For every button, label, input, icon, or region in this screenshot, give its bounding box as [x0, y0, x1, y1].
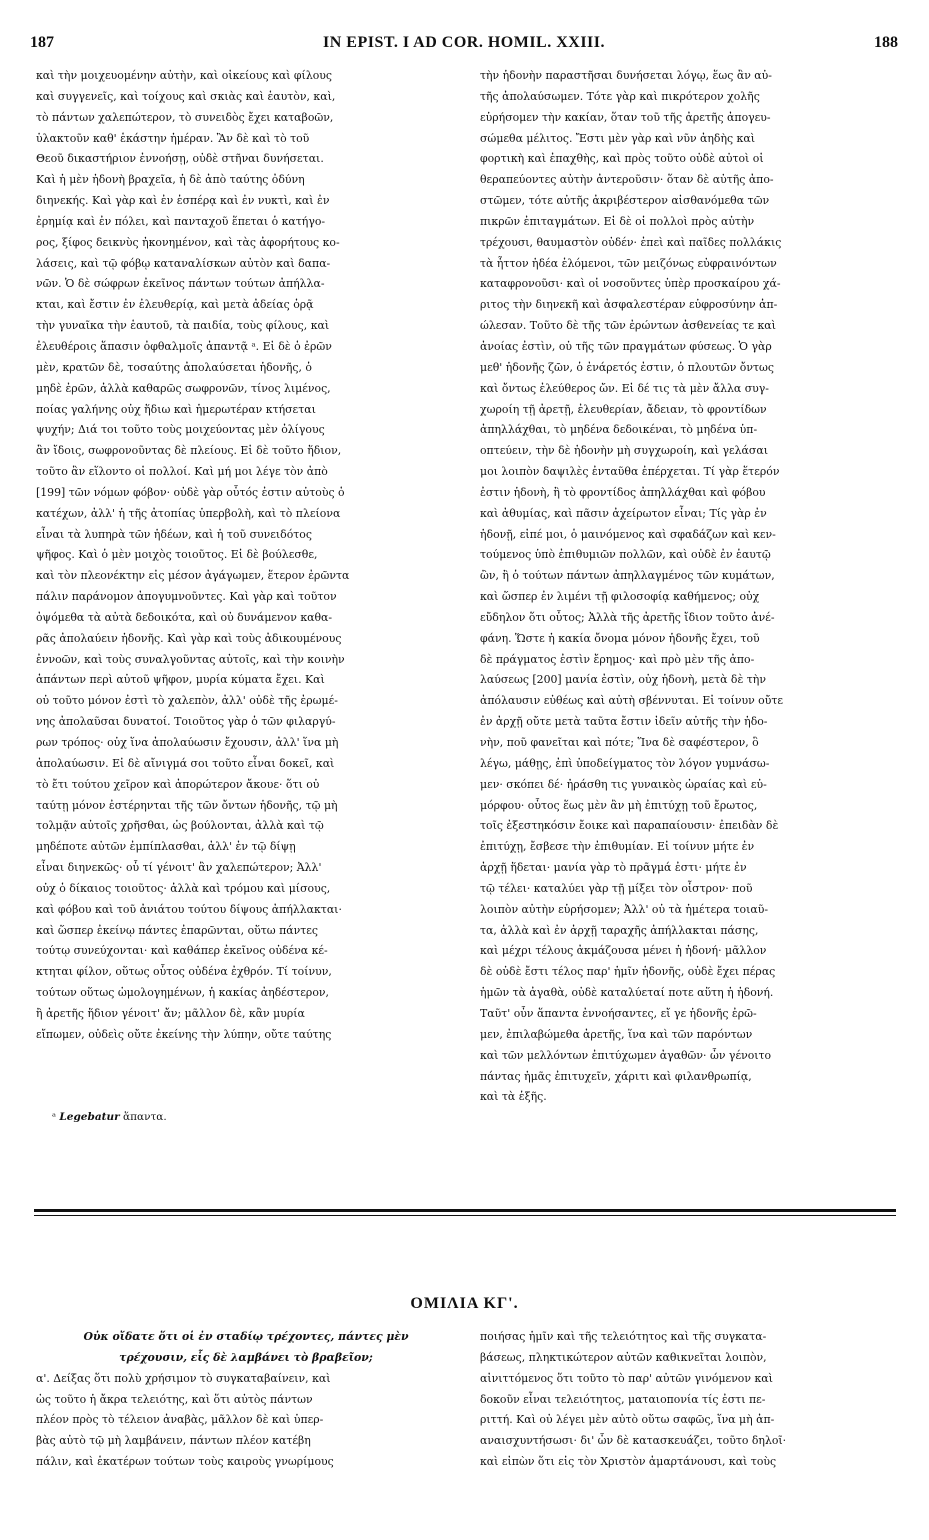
text-line: καὶ φόβου καὶ τοῦ ἀνιάτου τούτου δίψους ἀπήλλακται· — [36, 902, 342, 916]
section-rule-thin — [34, 1215, 896, 1216]
text-line: α'. Δείξας ὅτι πολὺ χρήσιμον τὸ συγκαταβαίνειν, καὶ — [36, 1371, 331, 1385]
text-line: ἁπάντων περὶ αὐτοῦ ψῆφον, μυρία κύματα ἔχει. Καὶ — [36, 673, 325, 687]
homily-title: ΟΜΙΛΙΑ ΚΓ'. — [410, 1295, 519, 1312]
text-line: τῷ τέλει· καταλύει γὰρ τῇ μίξει τὸν οἶστρον· ποῦ — [480, 881, 753, 895]
text-line: κατέχων, ἀλλ' ἡ τῆς ἀτοπίας ὑπερβολὴ, καὶ τὸ πλείονα — [36, 506, 341, 520]
text-line: αναισχυντήσωσι· δι' ὧν δὲ κατασκευάζει, τοῦτο δηλοῖ· — [480, 1434, 787, 1448]
text-line: πικρῶν ἐπιταγμάτων. Εἰ δὲ οἱ πολλοὶ πρὸς αὐτὴν — [480, 214, 755, 228]
text-line: μεν· σκόπει δέ· ἠράσθη τις γυναικὸς ὡραίας καὶ εὐ- — [480, 777, 767, 791]
text-line: σώμεθα μέλιτος. Ἔστι μὲν γὰρ καὶ νῦν ἀηδὴς καὶ — [480, 131, 755, 145]
text-line: Οὐκ οἴδατε ὅτι οἱ ἐν σταδίῳ τρέχοντες, πάντες μὲν — [83, 1330, 409, 1343]
text-line: λάσεις, καὶ τῷ φόβῳ καταναλίσκων αὐτὸν καὶ δαπα- — [36, 256, 331, 270]
footnote-text: ἅπαντα. — [123, 1111, 167, 1123]
text-line: ποιήσας ἡμῖν καὶ τῆς τελειότητος καὶ τῆς συγκατα- — [480, 1330, 767, 1343]
text-line: τοῖς ἐξεστηκόσιν ἔοικε καὶ παραπαίουσιν· ἐπειδὰν δὲ — [480, 819, 779, 833]
text-line: ὡς τοῦτο ἡ ἄκρα τελειότης, καὶ ὅτι αὐτὸς πάντων — [36, 1392, 313, 1406]
text-line: ἐν ἀρχῇ οὔτε μετὰ ταῦτα ἔστιν ἰδεῖν αὐτῆς τὴν ἡδο- — [480, 715, 768, 729]
text-line: θεραπεύοντες αὐτὴν ἀντεροῦσιν· ὅταν δὲ αὐτῆς ἀπο- — [480, 173, 774, 187]
text-line: Ταῦτ' οὖν ἅπαντα ἐννοήσαντες, εἴ γε ἡδονῆς ἐρῶ- — [480, 1006, 757, 1020]
text-line: καὶ ὥσπερ ἐν λιμένι τῇ φιλοσοφίᾳ καθήμενος; οὐχ — [480, 590, 760, 604]
text-line: ψυχήν; Διά τοι τοῦτο τοὺς μοιχεύοντας μὲν ὀλίγους — [36, 423, 325, 437]
text-line: τὸ ἔτι τούτου χεῖρον καὶ ἀπορώτερον ἄκουε· ὅτι οὐ — [36, 777, 320, 791]
running-title: IN EPIST. I AD COR. HOMIL. XXIII. — [322, 34, 606, 51]
text-line: λέγω, μάθῃς, ἐπὶ ὑποδείγματος τὸν λόγον γυμνάσω- — [480, 756, 770, 770]
text-line: τα, ἀλλὰ καὶ ἐν ἀρχῇ ταραχῆς ἀπήλλακται πάσης, — [480, 923, 759, 937]
footnote — [52, 1111, 432, 1123]
text-line: Καὶ ἡ μὲν ἡδονὴ βραχεῖα, ἡ δὲ ἀπὸ ταύτης ὀδύνη — [36, 173, 305, 187]
text-line: μεθ' ἡδονῆς ζῶν, ὁ ἐνάρετός ἐστιν, ὁ πλουτῶν ὄντως — [480, 360, 774, 374]
text-line: καὶ συγγενεῖς, καὶ τοίχους καὶ σκιὰς καὶ ἑαυτὸν, καὶ, — [36, 89, 336, 103]
text-line: τὸ πάντων χαλεπώτερον, τὸ συνειδὸς ἔχει καταβοῶν, — [36, 110, 334, 124]
text-line: πάντας ἡμᾶς ἐπιτυχεῖν, χάριτι καὶ φιλανθρωπίᾳ, — [480, 1069, 752, 1083]
text-line: λαύσεως [200] μανία ἐστὶν, οὐχ ἡδονὴ, μετὰ δὲ τὴν — [480, 673, 766, 687]
text-line: μοι λοιπὸν δαψιλὲς ἐνταῦθα ἐπέρχεται. Τί γὰρ ἕτερόν — [480, 465, 780, 479]
lower-right-column — [480, 1327, 896, 1473]
page-number-right: 188 — [874, 34, 898, 51]
text-line: ἀνοίας ἐστὶν, οὐ τῆς τῶν πραγμάτων φύσεως. Ὁ γὰρ — [480, 339, 772, 353]
text-line: κτηται φίλον, οὕτως οὗτος οὐδένα ἐχθρόν. Τί τοίνυν, — [36, 965, 332, 979]
text-line: καὶ ὥσπερ ἐκείνῳ πάντες ἐπαρῶνται, οὕτω πάντες — [36, 923, 319, 937]
text-line: τρέχουσι, θαυμαστὸν οὐδέν· ἐπεὶ καὶ παῖδες πολλάκις — [480, 235, 782, 249]
section-rule-thick — [34, 1209, 896, 1212]
text-line: φορτικὴ καὶ ἐπαχθὴς, καὶ πρὸς τοῦτο οὐδὲ αὐτοὶ οἱ — [480, 152, 764, 166]
text-line: καὶ τὴν μοιχευομένην αὐτὴν, καὶ οἰκείους καὶ φίλους — [36, 69, 333, 82]
text-line: τοῦτο ἂν εἵλοντο οἱ πολλοί. Καὶ μή μοι λέγε τὸν ἀπὸ — [36, 465, 328, 479]
text-line: μόρφου· οὗτος ἕως μὲν ἂν μὴ ἐπιτύχῃ τοῦ ἔρωτος, — [480, 798, 758, 812]
text-line: οπτεύειν, τὴν δὲ ἡδονὴν μὴ συγχωροίη, καὶ γελάσαι — [480, 444, 768, 458]
text-line: κται, καὶ ἔστιν ἐν ἐλευθερίᾳ, καὶ μετὰ ἀδείας ὁρᾷ — [36, 298, 314, 312]
text-line: καταφρονοῦσι· καὶ οἱ νοσοῦντες ὑπὲρ προσκαίρου χά- — [480, 277, 781, 291]
text-line: λοιπὸν αὐτὴν εὑρήσομεν; Ἀλλ' οὐ τὰ ἡμέτερα τοιαῦ- — [480, 902, 769, 916]
text-line: εὔδηλον ὅτι οὗτος; Ἀλλὰ τῆς ἀρετῆς ἴδιον τοῦτο ἀνέ- — [480, 610, 775, 624]
text-line: ριτος τὴν διηνεκῆ καὶ ἀσφαλεστέραν εὐφροσύνην ἀπ- — [480, 298, 778, 312]
text-line: ἡδονῇ, εἰπέ μοι, ὁ μαινόμενος καὶ σφαδάζων καὶ κεν- — [480, 527, 776, 541]
text-line: αἰνιττόμενος ὅτι τοῦτο τὸ παρ' αὐτῶν γινόμενον καὶ — [480, 1371, 773, 1385]
text-line: ἡμῶν τὰ ἀγαθὰ, οὐδὲ καταλύεταί ποτε αὕτη ἡ ἡδονή. — [480, 986, 774, 1000]
text-line: τὰ ἧττον ἡδέα ἑλόμενοι, τῶν μειζόνως εὐφραινόντων — [480, 256, 777, 270]
text-line: ὀψόμεθα τὰ αὐτὰ δεδοικότα, καὶ οὐ δυνάμενον καθα- — [36, 610, 333, 624]
left-text-column — [36, 66, 456, 1046]
text-line: καὶ εἰπὼν ὅτι εἰς τὸν Χριστὸν ἁμαρτάνουσι, καὶ τοὺς — [480, 1455, 777, 1469]
text-line: τούμενος ὑπὸ ἐπιθυμιῶν πολλῶν, καὶ οὐδὲ ἐν ἑαυτῷ — [480, 548, 771, 562]
text-line: ώλεσαν. Τοῦτο δὲ τῆς τῶν ἐρώντων ἀσθενείας τε καὶ — [480, 319, 776, 333]
text-line: καὶ ἀθυμίας, καὶ πᾶσιν ἀχείρωτον εἶναι; Τίς γὰρ ἐν — [480, 506, 767, 520]
text-line: ρων τρόπος· οὐχ ἵνα ἀπολαύωσιν ἔχουσιν, ἀλλ' ἵνα μὴ — [36, 736, 339, 749]
footnote-marker: ᵃ — [52, 1111, 57, 1123]
text-line: ἀπόλαυσιν εὐθέως καὶ αὐτὴ σβέννυται. Εἰ τοίνυν οὔτε — [480, 694, 784, 708]
text-line: νῶν. Ὁ δὲ σώφρων ἐκεῖνος πάντων τούτων ἀπήλλα- — [36, 277, 325, 291]
text-line: νὴν, ποῦ φανεῖται καὶ πότε; Ἵνα δὲ σαφέστερον, ὃ — [480, 736, 759, 749]
text-line: οὐ τοῦτο μόνον ἐστὶ τὸ χαλεπὸν, ἀλλ' οὐδὲ τῆς ἐρωμέ- — [36, 694, 338, 708]
text-line: τρέχουσιν, εἷς δὲ λαμβάνει τὸ βραβεῖον; — [119, 1350, 373, 1364]
text-line: τῆς ἀπολαύσωμεν. Τότε γὰρ καὶ πικρότερον χολῆς — [480, 89, 760, 103]
text-line: ἢ ἀρετῆς ἥδιον γένοιτ' ἄν; μᾶλλον δὲ, κἂν μυρία — [36, 1006, 305, 1020]
text-line: δοκοῦν εἶναι τελειότητος, ματαιοπονία τίς ἐστι πε- — [480, 1392, 766, 1406]
text-line: πάλιν, καὶ ἑκατέρων τούτων τοὺς καιροὺς γνωρίμους — [36, 1455, 334, 1469]
text-line: ψῆφος. Καὶ ὁ μὲν μοιχὸς τοιοῦτος. Εἰ δὲ βούλεσθε, — [36, 548, 318, 562]
text-line: χωροίη τῇ ἀρετῇ, ἐλευθερίαν, ἄδειαν, τὸ φροντίδων — [480, 402, 767, 416]
text-line: εὑρήσομεν τὴν κακίαν, ὅταν τοῦ τῆς ἀρετῆς ἀπογευ- — [480, 110, 771, 124]
text-line: μηδὲ ἐρῶν, ἀλλὰ καθαρῶς σωφρονῶν, τίνος λιμένος, — [36, 381, 331, 395]
text-line: τὴν ἡδονὴν παραστῆσαι δυνήσεται λόγῳ, ἕως ἂν αὐ- — [480, 69, 772, 82]
text-line: καὶ τῶν μελλόντων ἐπιτύχωμεν ἀγαθῶν· ὧν γένοιτο — [480, 1048, 772, 1062]
text-line: ἐστιν ἡδονὴ, ἢ τὸ φροντίδος ἀπηλλάχθαι καὶ φόβου — [480, 485, 766, 499]
text-line: διηνεκής. Καὶ γὰρ καὶ ἐν ἑσπέρᾳ καὶ ἐν νυκτὶ, καὶ ἐν — [36, 194, 330, 208]
text-line: καὶ τὸν πλεονέκτην εἰς μέσον ἀγάγωμεν, ἕτερον ἐρῶντα — [36, 569, 350, 583]
text-line: μὲν, κρατῶν δὲ, τοσαύτης ἀπολαύσεται ἡδονῆς, ὁ — [36, 360, 312, 374]
text-line: εἶναι τὰ λυπηρὰ τῶν ἡδέων, καὶ ἡ τοῦ συνειδότος — [36, 527, 312, 541]
text-line: στῶμεν, τότε αὐτῆς ἀκριβέστερον αἰσθανόμεθα τῶν — [480, 194, 770, 208]
text-line: καὶ τὰ ἑξῆς. — [480, 1090, 547, 1104]
text-line: τούτῳ συνεύχονται· καὶ καθάπερ ἐκεῖνος οὐδένα κέ- — [36, 944, 328, 958]
text-line: τολμᾷν αὐτοῖς χρῆσθαι, ὡς βούλονται, ἀλλὰ καὶ τῷ — [36, 819, 324, 833]
text-line: φάνη. Ὥστε ἡ κακία ὄνομα μόνον ἡδονῆς ἔχει, τοῦ — [480, 631, 760, 645]
text-line: καὶ μέχρι τέλους ἀκμάζουσα μένει ἡ ἡδονή· μᾶλλον — [480, 944, 767, 958]
text-line: [199] τῶν νόμων φόβον· οὐδὲ γὰρ οὗτός ἐστιν αὐτοὺς ὁ — [36, 485, 345, 499]
page-header — [30, 34, 898, 58]
text-line: ἐννοῶν, καὶ τοὺς συναλγοῦντας αὐτοῖς, καὶ τὴν κοινὴν — [36, 652, 345, 666]
text-line: δὲ πράγματος ἐστὶν ἔρημος· καὶ πρὸ μὲν τῆς ἀπο- — [480, 652, 755, 666]
text-line: καὶ ὄντως ἐλεύθερος ὤν. Εἰ δέ τις τὰ μὲν ἄλλα συγ- — [480, 381, 769, 395]
text-line: τούτων οὕτως ὡμολογημένων, ἡ κακίας ἀηδέστερον, — [36, 986, 329, 1000]
text-line: ριττή. Καὶ οὐ λέγει μὲν αὐτὸ οὕτω σαφῶς, ἵνα μὴ ἀπ- — [480, 1413, 775, 1427]
text-line: εἴπωμεν, οὐδεὶς οὔτε ἐκείνης τὴν λύπην, οὔτε ταύτης — [36, 1027, 332, 1041]
text-line: ρος, ξίφος δεικνὺς ἠκονημένον, καὶ τὰς ἀφορήτους κο- — [36, 235, 340, 249]
text-line: ὢν, ἢ ὁ τούτων πάντων ἀπηλλαγμένος τῶν κυμάτων, — [480, 569, 775, 583]
text-line: ἀρχῇ ἥδεται· μανία γὰρ τὸ πρᾶγμά ἐστι· μήτε ἐν — [480, 861, 747, 875]
text-line: ἐλευθέροις ἅπασιν ὀφθαλμοῖς ἀπαντᾷ ᵃ. Εἰ δὲ ὁ ἐρῶν — [36, 339, 332, 353]
text-line: ταύτῃ μόνον ἐστέρηνται τῆς τῶν ὄντων ἡδονῆς, τῷ μὴ — [36, 798, 338, 812]
text-line: ἀπολαύωσιν. Εἰ δὲ αἴνιγμά σοι τοῦτο εἶναι δοκεῖ, καὶ — [36, 756, 335, 770]
text-line: δὲ οὐδὲ ἔστι τέλος παρ' ἡμῖν ἡδονῆς, οὐδὲ ἔχει πέρας — [480, 965, 776, 979]
text-line: εἶναι διηνεκῶς· οὗ τί γένοιτ' ἂν χαλεπώτερον; Ἀλλ' — [36, 861, 322, 875]
text-line: νης ἀπολαῦσαι δυνατοί. Τοιοῦτος γὰρ ὁ τῶν φιλαργύ- — [36, 715, 336, 729]
text-line: Θεοῦ δικαστήριον ἐννοήσῃ, οὐδὲ στῆναι δυνήσεται. — [36, 152, 324, 166]
text-line: ποίας γαλήνης οὐχ ἥδιω καὶ ἡμερωτέραν κτήσεται — [36, 402, 316, 416]
page-number-left: 187 — [30, 34, 54, 51]
text-line: ἀπηλλάχθαι, τὸ μηδένα δεδοικέναι, τὸ μηδένα ὑπ- — [480, 423, 758, 437]
right-text-column — [480, 66, 896, 1108]
text-line: βάσεως, πληκτικώτερον αὐτῶν καθικνεῖται λοιπὸν, — [480, 1350, 767, 1364]
text-line: τὴν γυναῖκα τὴν ἑαυτοῦ, τὰ παιδία, τοὺς φίλους, καὶ — [36, 319, 330, 333]
text-line: μεν, ἐπιλαβώμεθα ἀρετῆς, ἵνα καὶ τῶν παρόντων — [480, 1027, 753, 1041]
text-line: μηδέποτε αὐτῶν ἐμπίπλασθαι, ἀλλ' ἐν τῷ δίψῃ — [36, 840, 296, 854]
lower-left-column — [36, 1327, 456, 1473]
text-line: πλέον πρὸς τὸ τέλειον ἀναβὰς, μᾶλλον δὲ καὶ ὑπερ- — [36, 1413, 324, 1427]
text-line: ἐρημίᾳ καὶ ἐν πόλει, καὶ πανταχοῦ ἕπεται ὁ κατήγο- — [36, 214, 326, 228]
text-line: οὐχ ὁ δίκαιος τοιοῦτος· ἀλλὰ καὶ τρόμου καὶ μίσους, — [36, 881, 331, 895]
text-line: πάλιν παράνομον ἀπογυμνοῦντες. Καὶ γὰρ καὶ τοῦτον — [36, 590, 337, 604]
text-line: ὑλακτοῦν καθ' ἑκάστην ἡμέραν. Ἂν δὲ καὶ τὸ τοῦ — [36, 131, 310, 145]
text-line: ρᾶς ἀπολαύειν ἡδονῆς. Καὶ γὰρ καὶ τοὺς ἀδικουμένους — [36, 631, 342, 645]
text-line: ἐπιτύχῃ, ἔσβεσε τὴν ἐπιθυμίαν. Εἰ τοίνυν μήτε ἐν — [480, 840, 755, 854]
text-line: ἂν ἴδοις, σωφρονοῦντας δὲ πλείους. Εἰ δὲ τοῦτο ἥδιον, — [36, 444, 342, 458]
text-line: βὰς αὐτὸ τῷ μὴ λαμβάνειν, πάντων πλέον κατέβη — [36, 1434, 311, 1448]
footnote-italic: Legebatur — [59, 1111, 120, 1123]
